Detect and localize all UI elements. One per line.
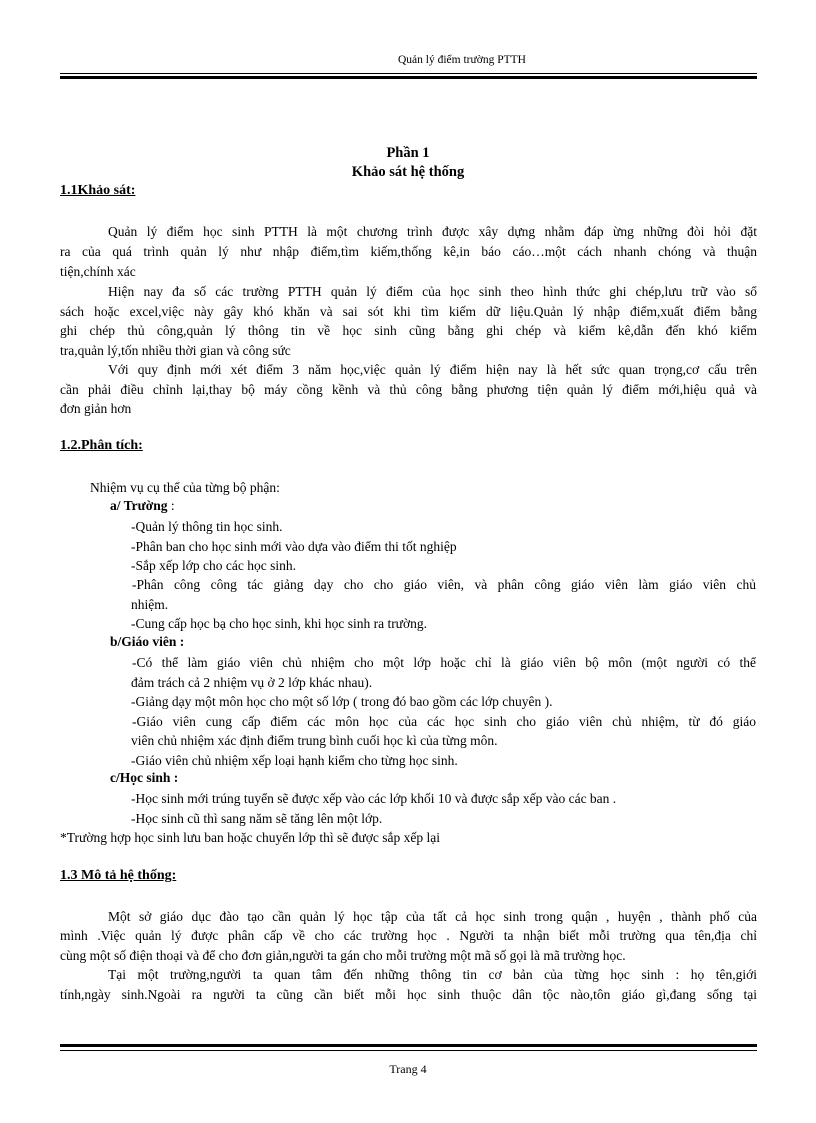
section-heading-system-description: 1.3 Mô tả hệ thống: <box>60 868 177 883</box>
footer-rule-thin <box>60 1050 757 1051</box>
list-item: -Giáo viên chủ nhiệm xếp loại hạnh kiểm cho từng học sinh. <box>131 753 458 768</box>
list-item: -Giảng dạy một môn học cho một số lớp ( trong đó bao gồm các lớp chuyên ). <box>131 694 553 709</box>
subheading-teacher: b/Giáo viên : <box>110 634 185 649</box>
section-heading-analysis: 1.2.Phân tích: <box>60 438 143 453</box>
paragraph-line: cần phải điều chỉnh lại,thay bộ máy cồng kềnh và thủ công bằng phương tiện quản lý điểm mới,hiệu quả và <box>60 382 757 397</box>
list-item-continuation: nhiệm. <box>131 597 169 612</box>
part-title: Khảo sát hệ thống <box>351 164 465 180</box>
header-rule-thick <box>60 76 757 79</box>
paragraph-line: Một sở giáo dục đào tạo cần quản lý học tập của tất cả học sinh trong quận , huyện , thành phố của <box>108 909 757 924</box>
analysis-note: *Trường hợp học sinh lưu ban hoặc chuyển lớp thì sẽ được sắp xếp lại <box>60 830 440 845</box>
paragraph-line: tính,ngày sinh.Ngoài ra người ta cũng cần biết mỗi học sinh thuộc dân tộc nào,tôn giáo gì,đang sống tại <box>60 987 757 1002</box>
paragraph-line: tra,quản lý,tốn nhiều thời gian và công sức <box>60 343 291 358</box>
paragraph-line: sách hoặc excel,việc này gây khó khăn và sai sót khi tìm kiếm dữ liệu.Quản lý nhập điểm,xuất điểm bằng <box>60 304 757 319</box>
section-heading-survey: 1.1Khảo sát: <box>60 183 136 198</box>
list-item: -Cung cấp học bạ cho học sinh, khi học sinh ra trường. <box>131 616 428 631</box>
list-item: -Phân ban cho học sinh mới vào dựa vào điểm thi tốt nghiệp <box>131 539 457 554</box>
paragraph-line: ghi chép thủ công,quản lý thông tin về học sinh cũng bằng ghi chép và kiểm kê,dẫn đến khó kiểm <box>60 323 757 338</box>
paragraph-line: Hiện nay đa số các trường PTTH quản lý điểm của học sinh theo hình thức ghi chép,lưu trữ vào sổ <box>108 284 757 299</box>
paragraph-line: đơn giản hơn <box>60 401 132 416</box>
list-item: -Học sinh mới trúng tuyển sẽ được xếp vào các lớp khối 10 và được sắp xếp vào các ban . <box>131 791 617 806</box>
list-item: -Quản lý thông tin học sinh. <box>131 519 283 534</box>
paragraph-line: Với quy định mới xét điểm 3 năm học,việc quản lý điểm hiện nay là hết sức quan trọng,cơ cấu trên <box>108 362 757 377</box>
running-header: Quản lý điểm trường PTTH <box>398 54 526 66</box>
footer-rule-thick <box>60 1044 757 1047</box>
list-item-continuation: đảm trách cả 2 nhiệm vụ ở 2 lớp khác nhau). <box>131 675 373 690</box>
paragraph-line: cùng một số điện thoại và để cho đơn giản,người ta gán cho mỗi trường một mã số gọi là mã trường học. <box>60 948 626 963</box>
header-rule-thin <box>60 73 757 74</box>
list-item: -Sắp xếp lớp cho các học sinh. <box>131 558 296 573</box>
list-item: -Giáo viên cung cấp điểm các môn học của các học sinh cho giáo viên chủ nhiệm, từ đó giáo <box>132 714 756 729</box>
paragraph-line: tiện,chính xác <box>60 264 136 279</box>
paragraph-line: Quản lý điểm học sinh PTTH là một chương trình được xây dựng nhằm đáp ừng những đòi hỏi đặt <box>108 224 757 239</box>
subheading-student: c/Học sinh : <box>110 770 179 785</box>
page-number: Trang 4 <box>389 1062 427 1076</box>
list-item: -Học sinh cũ thì sang năm sẽ tăng lên một lớp. <box>131 811 383 826</box>
list-item: -Có thể làm giáo viên chủ nhiệm cho một lớp hoặc chỉ là giáo viên bộ môn (một người có thể <box>132 655 756 670</box>
paragraph-line: Tại một trường,người ta quan tâm đến những thông tin cơ bản của từng học sinh : họ tên,giới <box>108 967 757 982</box>
subheading-school: a/ Trường : <box>110 498 175 513</box>
list-item-continuation: viên chủ nhiệm xác định điểm trung bình cuối học kì của từng môn. <box>131 733 498 748</box>
list-item: -Phân công công tác giảng dạy cho cho giáo viên, và phân công giáo viên làm giáo viên chủ <box>132 577 756 592</box>
paragraph-line: mình .Việc quản lý được phân cấp về cho các trường học . Người ta nhận biết mỗi trường qua tên,địa chỉ <box>60 928 757 943</box>
paragraph-line: ra của quá trình quản lý như nhập điểm,tìm kiếm,thống kê,in báo cáo…một cách nhanh chóng và thuận <box>60 244 757 259</box>
part-number: Phần 1 <box>386 145 430 161</box>
analysis-intro: Nhiệm vụ cụ thể của từng bộ phận: <box>90 480 280 495</box>
